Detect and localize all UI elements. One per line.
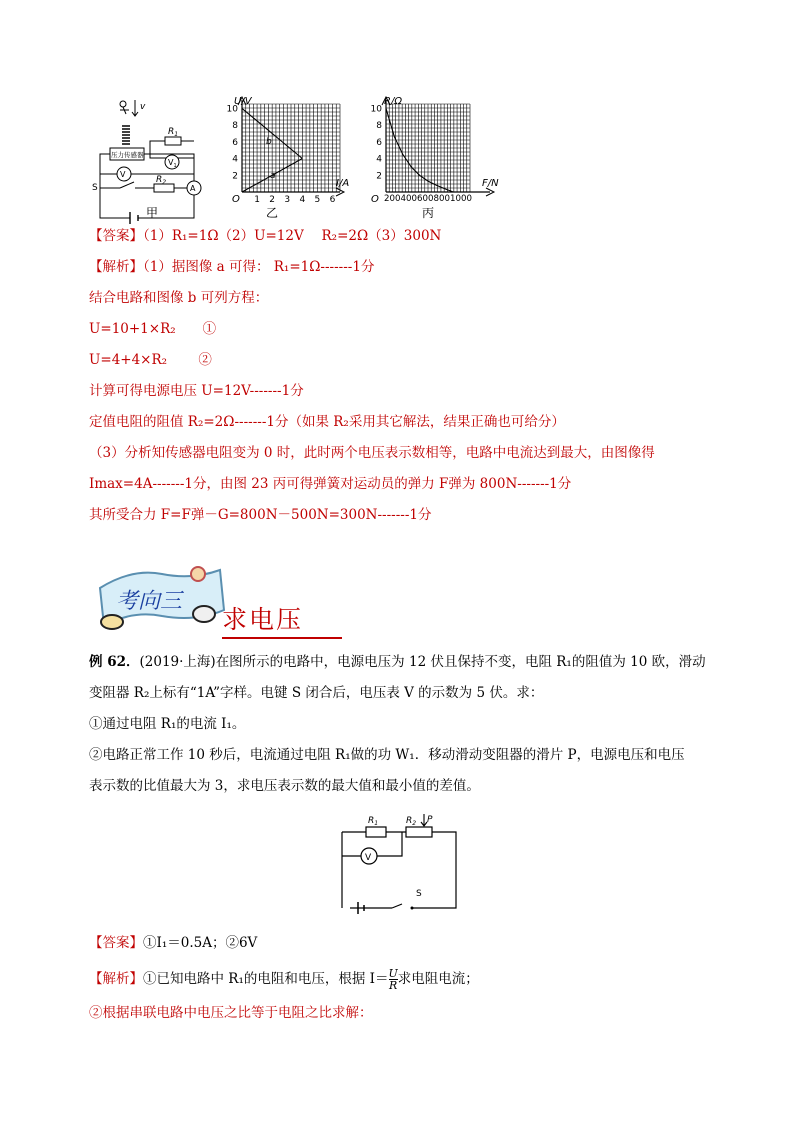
switch-label: S bbox=[92, 183, 98, 193]
yi-xtick: 4 bbox=[299, 195, 306, 205]
yi-label-a: a bbox=[270, 171, 276, 181]
example-l2: 变阻器 R₂上标有“1A”字样。电键 S 闭合后，电压表 V 的示数为 5 伏。求： bbox=[89, 685, 544, 701]
bing-ytick: 2 bbox=[376, 171, 382, 182]
answer1-line bbox=[89, 226, 441, 246]
bing-series-line-0 bbox=[386, 108, 453, 192]
yi-ytick: 4 bbox=[232, 154, 238, 165]
circuit2-r2-label: $R_2$ bbox=[406, 816, 417, 827]
figure-bing-graph bbox=[360, 92, 510, 222]
bing-xticks: 2004006008001000 bbox=[384, 194, 472, 204]
circuit2-s-label: S bbox=[416, 889, 422, 899]
circuit2-switch-pivot bbox=[411, 907, 414, 910]
analysis1-l6: 定值电阻的阻值 R₂=2Ω-------1分（如果 R₂采用其它解法，结果正确也可给分） bbox=[89, 414, 565, 430]
yi-ytick: 6 bbox=[232, 137, 238, 148]
example-circuit bbox=[336, 810, 464, 916]
circuit2-p-label: P bbox=[427, 815, 433, 825]
badge-ornament-bottom-right bbox=[193, 606, 215, 622]
spring bbox=[122, 126, 130, 144]
circuit2-r1 bbox=[366, 827, 386, 837]
analysis1-l3: U=10+1×R₂ ① bbox=[89, 321, 217, 337]
frac-den: R bbox=[388, 979, 398, 992]
frac-num: U bbox=[388, 967, 398, 980]
bing-ytick: 4 bbox=[376, 154, 382, 165]
velocity-arrow bbox=[132, 100, 138, 116]
yi-grid bbox=[242, 104, 340, 192]
example-l4: ②电路正常工作 10 秒后，电流通过电阻 R₁做的功 W₁．移动滑动变阻器的滑片 P，电源电压和电压 bbox=[89, 747, 685, 763]
analysis2-pre: ①已知电路中 R₁的电阻和电压，根据 I＝ bbox=[143, 971, 389, 987]
bing-grid bbox=[386, 104, 470, 192]
yi-ticks bbox=[227, 104, 336, 205]
analysis2-label: 【解析】 bbox=[89, 971, 143, 987]
answer2-line bbox=[89, 933, 257, 953]
resistor-r1 bbox=[165, 137, 181, 145]
example-l3: ①通过电阻 R₁的电流 I₁。 bbox=[89, 716, 246, 732]
analysis1-l4: U=4+4×R₂ ② bbox=[89, 352, 212, 368]
yi-label-b: b bbox=[266, 137, 272, 147]
analysis1-l5: 计算可得电源电压 U=12V-------1分 bbox=[89, 383, 304, 399]
yi-xtick: 5 bbox=[314, 195, 321, 205]
answer1-label: 【答案】 bbox=[89, 228, 143, 244]
yi-xlabel: I/A bbox=[336, 178, 350, 189]
circuit2-wires bbox=[342, 832, 456, 908]
figure-jia-caption: 甲 bbox=[146, 206, 159, 220]
bing-xlabel: F/N bbox=[482, 178, 499, 189]
section-badge bbox=[92, 560, 232, 642]
bing-origin: O bbox=[371, 194, 379, 205]
bing-ytick: 10 bbox=[370, 104, 382, 115]
figure-yi-graph bbox=[212, 92, 362, 222]
bing-ytick: 6 bbox=[376, 137, 382, 148]
velocity-label: v bbox=[140, 102, 146, 112]
example-l5: 表示数的比值最大为 3，求电压表示数的最大值和最小值的差值。 bbox=[89, 778, 480, 794]
answer2-text: ①I₁＝0.5A；②6V bbox=[143, 935, 258, 951]
analysis1-l2: 结合电路和图像 b 可列方程： bbox=[89, 290, 269, 306]
badge-text: 考向三 bbox=[116, 589, 183, 614]
bing-lines bbox=[386, 108, 453, 192]
yi-xtick: 6 bbox=[329, 195, 336, 205]
bing-ticks bbox=[371, 104, 383, 181]
analysis1-line1 bbox=[89, 257, 374, 277]
analysis1-label: 【解析】 bbox=[89, 259, 143, 275]
example-source: (2019·上海) bbox=[139, 654, 216, 670]
circuit2-v-label: V bbox=[365, 853, 372, 863]
figure-bing-caption: 丙 bbox=[422, 206, 435, 220]
yi-xtick: 2 bbox=[269, 195, 276, 205]
answer2-label: 【答案】 bbox=[89, 935, 143, 951]
yi-ylabel: U/V bbox=[234, 96, 252, 107]
yi-ytick: 10 bbox=[226, 104, 238, 115]
v2-label: V bbox=[120, 170, 126, 179]
r2-label: $R_2$ bbox=[156, 175, 167, 186]
sensor-label: 压力传感器 bbox=[111, 151, 144, 159]
analysis1-l9: 其所受合力 F=F弹－G=800N－500N=300N-------1分 bbox=[89, 507, 432, 523]
example-l1: 在图所示的电路中，电源电压为 12 伏且保持不变，电阻 R₁的阻值为 10 欧，滑动 bbox=[215, 654, 706, 670]
yi-xtick: 1 bbox=[254, 195, 260, 205]
fraction-u-over-r bbox=[389, 968, 398, 991]
bing-ytick: 8 bbox=[376, 121, 382, 132]
figure-yi-caption: 乙 bbox=[266, 206, 279, 220]
analysis2-post: 求电阻电流； bbox=[397, 971, 479, 987]
analysis1-l1: （1）据图像 a 可得： R₁=1Ω-------1分 bbox=[143, 259, 375, 275]
battery bbox=[130, 212, 138, 224]
circuit2-r2 bbox=[406, 827, 432, 837]
analysis1-l8: Imax=4A-------1分，由图 23 丙可得弹簧对运动员的弹力 F弹为 800N-------1分 bbox=[89, 476, 572, 492]
yi-ytick: 2 bbox=[232, 171, 238, 182]
yi-ytick: 8 bbox=[232, 121, 238, 132]
person-head bbox=[120, 101, 126, 107]
example-label: 例 62． bbox=[89, 654, 140, 670]
circuit2-r1-label: $R_1$ bbox=[368, 816, 379, 827]
r1-label: $R_1$ bbox=[168, 127, 179, 138]
v1-label: $V_1$ bbox=[168, 158, 177, 169]
example-line1 bbox=[89, 652, 706, 672]
yi-origin: O bbox=[232, 194, 240, 205]
answer1-text: （1）R₁=1Ω（2）U=12V R₂=2Ω（3）300N bbox=[143, 228, 442, 244]
person-body bbox=[120, 107, 129, 114]
bing-ylabel: R/Ω bbox=[384, 96, 402, 107]
bing-axes bbox=[386, 100, 490, 192]
badge-ornament-bottom-left bbox=[101, 615, 123, 629]
badge-ornament-top bbox=[191, 567, 205, 581]
yi-xtick: 3 bbox=[284, 195, 291, 205]
analysis2-line1 bbox=[89, 968, 479, 991]
analysis1-l7: （3）分析知传感器电阻变为 0 时，此时两个电压表示数相等，电路中电流达到最大，由图像得 bbox=[89, 445, 655, 461]
switch bbox=[120, 182, 134, 188]
analysis2-l2: ②根据串联电路中电压之比等于电阻之比求解： bbox=[89, 1005, 373, 1021]
section-title: 求电压 bbox=[222, 603, 342, 639]
ammeter-label: A bbox=[190, 184, 196, 193]
